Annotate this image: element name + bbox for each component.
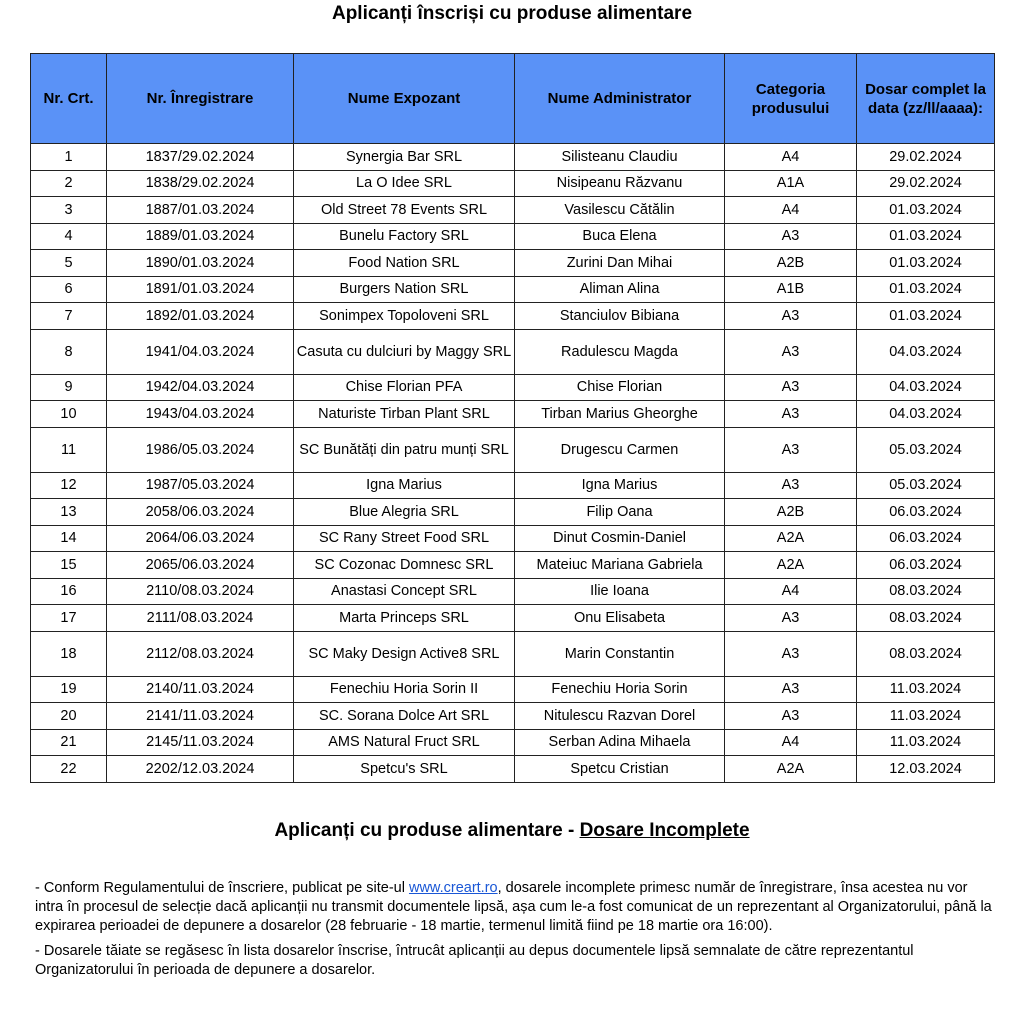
cell-categoria: A4 — [725, 144, 857, 171]
table-row — [31, 303, 995, 330]
incomplete-section-title — [0, 820, 1024, 842]
incomplete-title-underlined: Dosare Incomplete — [579, 820, 750, 841]
cell-nume-administrator: Marin Constantin — [515, 631, 725, 676]
header-nr-inregistrare: Nr. Înregistrare — [107, 54, 294, 144]
cell-nume-expozant: Marta Princeps SRL — [294, 605, 515, 632]
table-row — [31, 605, 995, 632]
cell-categoria: A1A — [725, 170, 857, 197]
table-row — [31, 427, 995, 472]
cell-nume-expozant: Blue Alegria SRL — [294, 499, 515, 526]
cell-nume-expozant: Food Nation SRL — [294, 250, 515, 277]
cell-dosar-complet: 29.02.2024 — [857, 144, 995, 171]
creart-link[interactable]: www.creart.ro — [408, 880, 498, 896]
cell-nume-administrator: Filip Oana — [515, 499, 725, 526]
cell-categoria: A1B — [725, 276, 857, 303]
cell-nume-expozant: SC Rany Street Food SRL — [294, 525, 515, 552]
cell-dosar-complet: 01.03.2024 — [857, 303, 995, 330]
cell-nr-crt: 2 — [31, 170, 107, 197]
cell-nume-expozant: Sonimpex Topoloveni SRL — [294, 303, 515, 330]
cell-categoria: A3 — [725, 329, 857, 374]
cell-categoria: A3 — [725, 605, 857, 632]
table-row — [31, 676, 995, 703]
cell-dosar-complet: 06.03.2024 — [857, 552, 995, 579]
table-row — [31, 472, 995, 499]
cell-dosar-complet: 01.03.2024 — [857, 223, 995, 250]
cell-dosar-complet: 08.03.2024 — [857, 578, 995, 605]
page-title: Aplicanți înscriși cu produse alimentare — [331, 3, 693, 24]
cell-dosar-complet: 05.03.2024 — [857, 472, 995, 499]
cell-nume-administrator: Buca Elena — [515, 223, 725, 250]
table-row — [31, 276, 995, 303]
cell-categoria: A4 — [725, 578, 857, 605]
cell-nume-administrator: Chise Florian — [515, 374, 725, 401]
cell-nume-expozant: Igna Marius — [294, 472, 515, 499]
cell-nume-expozant: Old Street 78 Events SRL — [294, 197, 515, 224]
cell-categoria: A3 — [725, 374, 857, 401]
cell-dosar-complet: 05.03.2024 — [857, 427, 995, 472]
cell-nr-crt: 8 — [31, 329, 107, 374]
cell-nr-inregistrare: 2145/11.03.2024 — [107, 729, 294, 756]
cell-nr-crt: 1 — [31, 144, 107, 171]
header-nr-crt: Nr. Crt. — [31, 54, 107, 144]
cell-nr-inregistrare: 1837/29.02.2024 — [107, 144, 294, 171]
cell-categoria: A3 — [725, 472, 857, 499]
cell-nr-crt: 19 — [31, 676, 107, 703]
cell-nume-administrator: Tirban Marius Gheorghe — [515, 401, 725, 428]
note-1-before: - Conform Regulamentului de înscriere, publicat pe site-ul — [35, 880, 409, 896]
cell-nume-administrator: Nisipeanu Răzvanu — [515, 170, 725, 197]
cell-nr-inregistrare: 1887/01.03.2024 — [107, 197, 294, 224]
cell-nr-inregistrare: 1890/01.03.2024 — [107, 250, 294, 277]
cell-nume-expozant: Spetcu's SRL — [294, 756, 515, 783]
cell-categoria: A2A — [725, 552, 857, 579]
cell-categoria: A3 — [725, 427, 857, 472]
cell-nr-inregistrare: 1943/04.03.2024 — [107, 401, 294, 428]
cell-nume-expozant: Burgers Nation SRL — [294, 276, 515, 303]
cell-nume-administrator: Silisteanu Claudiu — [515, 144, 725, 171]
cell-nr-crt: 4 — [31, 223, 107, 250]
cell-nume-administrator: Spetcu Cristian — [515, 756, 725, 783]
cell-nr-crt: 20 — [31, 703, 107, 730]
cell-nr-crt: 21 — [31, 729, 107, 756]
cell-nume-expozant: SC Cozonac Domnesc SRL — [294, 552, 515, 579]
cell-nume-expozant: Fenechiu Horia Sorin II — [294, 676, 515, 703]
cell-nume-administrator: Nitulescu Razvan Dorel — [515, 703, 725, 730]
table-row — [31, 756, 995, 783]
cell-dosar-complet: 06.03.2024 — [857, 525, 995, 552]
table-row — [31, 729, 995, 756]
cell-nume-administrator: Fenechiu Horia Sorin — [515, 676, 725, 703]
cell-nr-crt: 11 — [31, 427, 107, 472]
cell-dosar-complet: 01.03.2024 — [857, 276, 995, 303]
cell-categoria: A4 — [725, 729, 857, 756]
cell-nume-administrator: Onu Elisabeta — [515, 605, 725, 632]
cell-nr-inregistrare: 1987/05.03.2024 — [107, 472, 294, 499]
cell-nume-administrator: Stanciulov Bibiana — [515, 303, 725, 330]
cell-categoria: A3 — [725, 401, 857, 428]
table-row — [31, 401, 995, 428]
cell-categoria: A2A — [725, 756, 857, 783]
cell-nume-administrator: Dinut Cosmin-Daniel — [515, 525, 725, 552]
cell-categoria: A3 — [725, 703, 857, 730]
cell-dosar-complet: 01.03.2024 — [857, 197, 995, 224]
cell-nume-expozant: Casuta cu dulciuri by Maggy SRL — [294, 329, 515, 374]
cell-dosar-complet: 08.03.2024 — [857, 631, 995, 676]
cell-categoria: A2B — [725, 250, 857, 277]
cell-dosar-complet: 11.03.2024 — [857, 676, 995, 703]
cell-nr-inregistrare: 2110/08.03.2024 — [107, 578, 294, 605]
cell-nume-expozant: SC. Sorana Dolce Art SRL — [294, 703, 515, 730]
cell-nume-expozant: Anastasi Concept SRL — [294, 578, 515, 605]
note-1 — [35, 879, 995, 936]
cell-nr-inregistrare: 1986/05.03.2024 — [107, 427, 294, 472]
cell-dosar-complet: 29.02.2024 — [857, 170, 995, 197]
incomplete-title-prefix: Aplicanți cu produse alimentare - — [274, 820, 580, 841]
cell-nr-crt: 13 — [31, 499, 107, 526]
cell-nr-inregistrare: 2111/08.03.2024 — [107, 605, 294, 632]
table-row — [31, 631, 995, 676]
cell-categoria: A4 — [725, 197, 857, 224]
cell-dosar-complet: 04.03.2024 — [857, 374, 995, 401]
cell-nume-administrator: Drugescu Carmen — [515, 427, 725, 472]
cell-categoria: A3 — [725, 303, 857, 330]
cell-nr-crt: 18 — [31, 631, 107, 676]
cell-nr-crt: 17 — [31, 605, 107, 632]
cell-nr-crt: 12 — [31, 472, 107, 499]
cell-nume-expozant: Naturiste Tirban Plant SRL — [294, 401, 515, 428]
cell-nr-crt: 22 — [31, 756, 107, 783]
applicants-table — [30, 53, 995, 783]
cell-nume-expozant: Bunelu Factory SRL — [294, 223, 515, 250]
cell-nume-administrator: Radulescu Magda — [515, 329, 725, 374]
cell-nr-crt: 6 — [31, 276, 107, 303]
header-categoria-produsului: Categoria produsului — [725, 54, 857, 144]
table-row — [31, 578, 995, 605]
cell-nr-inregistrare: 2112/08.03.2024 — [107, 631, 294, 676]
cell-nume-administrator: Vasilescu Cătălin — [515, 197, 725, 224]
cell-nume-expozant: SC Bunătăți din patru munți SRL — [294, 427, 515, 472]
cell-nr-inregistrare: 1941/04.03.2024 — [107, 329, 294, 374]
cell-categoria: A3 — [725, 223, 857, 250]
cell-nr-crt: 14 — [31, 525, 107, 552]
cell-dosar-complet: 04.03.2024 — [857, 401, 995, 428]
cell-dosar-complet: 11.03.2024 — [857, 703, 995, 730]
cell-dosar-complet: 06.03.2024 — [857, 499, 995, 526]
cell-nr-crt: 7 — [31, 303, 107, 330]
table-row — [31, 703, 995, 730]
cell-nr-crt: 5 — [31, 250, 107, 277]
cell-nume-expozant: SC Maky Design Active8 SRL — [294, 631, 515, 676]
table-body — [31, 144, 995, 783]
cell-dosar-complet: 11.03.2024 — [857, 729, 995, 756]
cell-categoria: A2A — [725, 525, 857, 552]
header-nume-expozant: Nume Expozant — [294, 54, 515, 144]
cell-nume-administrator: Serban Adina Mihaela — [515, 729, 725, 756]
note-2: - Dosarele tăiate se regăsesc în lista dosarelor înscrise, întrucât aplicanții au depus documentele lipsă semnalate de către reprezentantul Organizatorului în perioada de depunere a dosarelor. — [35, 943, 914, 978]
cell-nr-inregistrare: 2141/11.03.2024 — [107, 703, 294, 730]
table-row — [31, 197, 995, 224]
cell-dosar-complet: 01.03.2024 — [857, 250, 995, 277]
table-row — [31, 552, 995, 579]
cell-nume-administrator: Ilie Ioana — [515, 578, 725, 605]
cell-nr-inregistrare: 1891/01.03.2024 — [107, 276, 294, 303]
cell-categoria: A3 — [725, 631, 857, 676]
table-row — [31, 525, 995, 552]
header-dosar-complet: Dosar complet la data (zz/ll/aaaa): — [857, 54, 995, 144]
cell-nr-crt: 16 — [31, 578, 107, 605]
table-row — [31, 223, 995, 250]
cell-nr-crt: 9 — [31, 374, 107, 401]
table-row — [31, 250, 995, 277]
cell-nume-administrator: Aliman Alina — [515, 276, 725, 303]
header-nume-administrator: Nume Administrator — [515, 54, 725, 144]
notes — [35, 879, 995, 986]
cell-nume-expozant: Chise Florian PFA — [294, 374, 515, 401]
cell-nume-administrator: Zurini Dan Mihai — [515, 250, 725, 277]
table-row — [31, 374, 995, 401]
cell-nume-administrator: Mateiuc Mariana Gabriela — [515, 552, 725, 579]
cell-nr-inregistrare: 1838/29.02.2024 — [107, 170, 294, 197]
cell-nr-crt: 15 — [31, 552, 107, 579]
cell-dosar-complet: 08.03.2024 — [857, 605, 995, 632]
cell-nume-expozant: Synergia Bar SRL — [294, 144, 515, 171]
table-row — [31, 144, 995, 171]
note-1-after: , dosarele incomplete primesc număr de înregistrare, însa acestea nu vor intra în procesul de selecție dacă aplicanții nu transmit documentele lipsă, așa cum le-a fost comunicat de un reprezentant al Organizatorului, până la expirarea perioadei de depunere a dosarelor (28 februarie - 18 martie, termenul limită fiind pe 18 martie ora 16:00). — [35, 880, 992, 934]
cell-nume-administrator: Igna Marius — [515, 472, 725, 499]
cell-nr-inregistrare: 2140/11.03.2024 — [107, 676, 294, 703]
cell-dosar-complet: 12.03.2024 — [857, 756, 995, 783]
table-row — [31, 329, 995, 374]
table-header-row — [31, 54, 995, 144]
table-row — [31, 170, 995, 197]
cell-dosar-complet: 04.03.2024 — [857, 329, 995, 374]
cell-nr-inregistrare: 1892/01.03.2024 — [107, 303, 294, 330]
cell-nume-expozant: La O Idee SRL — [294, 170, 515, 197]
cell-nr-crt: 3 — [31, 197, 107, 224]
cell-nr-inregistrare: 1889/01.03.2024 — [107, 223, 294, 250]
cell-nr-inregistrare: 2065/06.03.2024 — [107, 552, 294, 579]
cell-nume-expozant: AMS Natural Fruct SRL — [294, 729, 515, 756]
cell-nr-crt: 10 — [31, 401, 107, 428]
cell-categoria: A3 — [725, 676, 857, 703]
cell-nr-inregistrare: 2064/06.03.2024 — [107, 525, 294, 552]
cell-nr-inregistrare: 2058/06.03.2024 — [107, 499, 294, 526]
table-row — [31, 499, 995, 526]
cell-nr-inregistrare: 1942/04.03.2024 — [107, 374, 294, 401]
cell-nr-inregistrare: 2202/12.03.2024 — [107, 756, 294, 783]
cell-categoria: A2B — [725, 499, 857, 526]
